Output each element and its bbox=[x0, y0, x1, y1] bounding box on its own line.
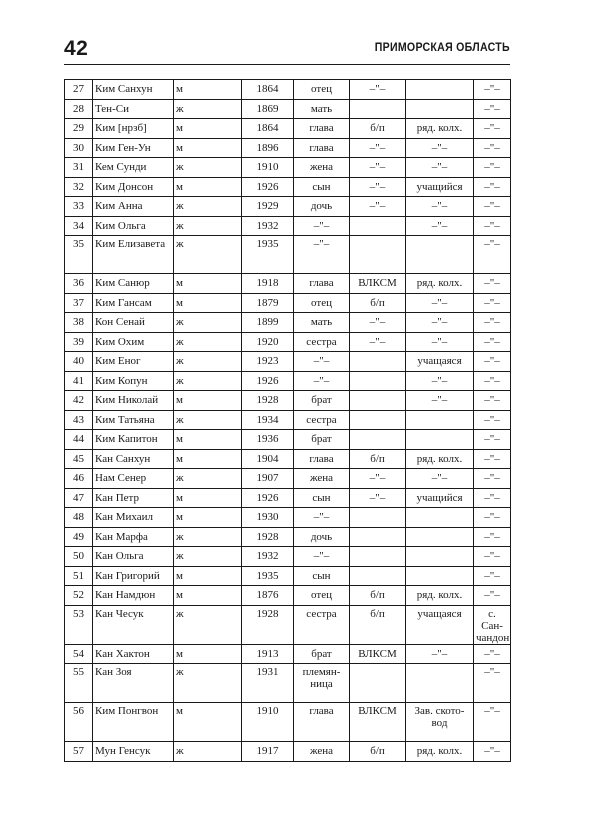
person-name: Кан Намдюн bbox=[93, 586, 174, 606]
party-status bbox=[350, 527, 406, 547]
person-name: Ким Еног bbox=[93, 352, 174, 372]
table-row bbox=[65, 236, 511, 274]
table-row bbox=[65, 352, 511, 372]
table-row bbox=[65, 119, 511, 139]
person-name: Ким [нрзб] bbox=[93, 119, 174, 139]
note-cell: –"– bbox=[474, 274, 511, 294]
occupation bbox=[406, 410, 474, 430]
sex-cell: м bbox=[174, 703, 242, 742]
party-status bbox=[350, 216, 406, 236]
sex-cell: м bbox=[174, 644, 242, 664]
family-relation: глава bbox=[294, 449, 350, 469]
row-number: 36 bbox=[65, 274, 93, 294]
birth-year: 1896 bbox=[242, 138, 294, 158]
birth-year: 1917 bbox=[242, 742, 294, 762]
row-number: 37 bbox=[65, 293, 93, 313]
row-number: 53 bbox=[65, 605, 93, 644]
occupation bbox=[406, 566, 474, 586]
sex-cell: м bbox=[174, 488, 242, 508]
birth-year: 1899 bbox=[242, 313, 294, 333]
note-cell: –"– bbox=[474, 197, 511, 217]
row-number: 52 bbox=[65, 586, 93, 606]
row-number: 51 bbox=[65, 566, 93, 586]
row-number: 29 bbox=[65, 119, 93, 139]
family-relation: отец bbox=[294, 586, 350, 606]
row-number: 47 bbox=[65, 488, 93, 508]
party-status: ВЛКСМ bbox=[350, 703, 406, 742]
sex-cell: м bbox=[174, 586, 242, 606]
row-number: 40 bbox=[65, 352, 93, 372]
party-status: б/п bbox=[350, 449, 406, 469]
occupation: –"– bbox=[406, 371, 474, 391]
row-number: 39 bbox=[65, 332, 93, 352]
note-cell: –"– bbox=[474, 177, 511, 197]
register-table bbox=[64, 79, 511, 762]
sex-cell: ж bbox=[174, 236, 242, 274]
birth-year: 1935 bbox=[242, 566, 294, 586]
row-number: 34 bbox=[65, 216, 93, 236]
party-status: –"– bbox=[350, 332, 406, 352]
person-name: Ким Капитон bbox=[93, 430, 174, 450]
table-row bbox=[65, 586, 511, 606]
sex-cell: ж bbox=[174, 313, 242, 333]
party-status: –"– bbox=[350, 488, 406, 508]
birth-year: 1864 bbox=[242, 119, 294, 139]
person-name: Кон Сенай bbox=[93, 313, 174, 333]
sex-cell: ж bbox=[174, 742, 242, 762]
birth-year: 1934 bbox=[242, 410, 294, 430]
table-row bbox=[65, 644, 511, 664]
table-row bbox=[65, 566, 511, 586]
table-row bbox=[65, 410, 511, 430]
party-status bbox=[350, 410, 406, 430]
note-cell: –"– bbox=[474, 352, 511, 372]
sex-cell: м bbox=[174, 274, 242, 294]
family-relation: отец bbox=[294, 80, 350, 100]
birth-year: 1913 bbox=[242, 644, 294, 664]
table-row bbox=[65, 99, 511, 119]
birth-year: 1935 bbox=[242, 236, 294, 274]
family-relation: жена bbox=[294, 469, 350, 489]
person-name: Тен-Си bbox=[93, 99, 174, 119]
family-relation: сестра bbox=[294, 410, 350, 430]
table-row bbox=[65, 449, 511, 469]
table-row bbox=[65, 197, 511, 217]
running-title: ПРИМОРСКАЯ ОБЛАСТЬ bbox=[374, 42, 510, 54]
occupation: учащийся bbox=[406, 488, 474, 508]
row-number: 41 bbox=[65, 371, 93, 391]
party-status: –"– bbox=[350, 80, 406, 100]
party-status: б/п bbox=[350, 605, 406, 644]
family-relation: мать bbox=[294, 313, 350, 333]
sex-cell: м bbox=[174, 566, 242, 586]
row-number: 38 bbox=[65, 313, 93, 333]
party-status bbox=[350, 547, 406, 567]
row-number: 30 bbox=[65, 138, 93, 158]
row-number: 31 bbox=[65, 158, 93, 178]
person-name: Ким Ольга bbox=[93, 216, 174, 236]
occupation: –"– bbox=[406, 332, 474, 352]
person-name: Ким Елизавета bbox=[93, 236, 174, 274]
person-name: Кан Санхун bbox=[93, 449, 174, 469]
table-row bbox=[65, 293, 511, 313]
note-cell: –"– bbox=[474, 469, 511, 489]
person-name: Кан Зоя bbox=[93, 664, 174, 703]
sex-cell: ж bbox=[174, 352, 242, 372]
party-status bbox=[350, 236, 406, 274]
note-cell: –"– bbox=[474, 158, 511, 178]
birth-year: 1926 bbox=[242, 488, 294, 508]
sex-cell: ж bbox=[174, 99, 242, 119]
occupation: –"– bbox=[406, 644, 474, 664]
sex-cell: ж bbox=[174, 158, 242, 178]
row-number: 32 bbox=[65, 177, 93, 197]
row-number: 57 bbox=[65, 742, 93, 762]
note-cell: –"– bbox=[474, 566, 511, 586]
birth-year: 1931 bbox=[242, 664, 294, 703]
family-relation: глава bbox=[294, 703, 350, 742]
party-status: –"– bbox=[350, 138, 406, 158]
person-name: Ким Гансам bbox=[93, 293, 174, 313]
note-cell: –"– bbox=[474, 236, 511, 274]
note-cell: –"– bbox=[474, 138, 511, 158]
occupation bbox=[406, 508, 474, 528]
party-status bbox=[350, 430, 406, 450]
person-name: Кан Хактон bbox=[93, 644, 174, 664]
birth-year: 1928 bbox=[242, 391, 294, 411]
note-cell: –"– bbox=[474, 80, 511, 100]
sex-cell: ж bbox=[174, 547, 242, 567]
person-name: Ким Понгвон bbox=[93, 703, 174, 742]
person-name: Ким Анна bbox=[93, 197, 174, 217]
row-number: 46 bbox=[65, 469, 93, 489]
family-relation: дочь bbox=[294, 527, 350, 547]
person-name: Кан Ольга bbox=[93, 547, 174, 567]
note-cell: –"– bbox=[474, 488, 511, 508]
family-relation: –"– bbox=[294, 547, 350, 567]
sex-cell: ж bbox=[174, 371, 242, 391]
table-row bbox=[65, 488, 511, 508]
birth-year: 1869 bbox=[242, 99, 294, 119]
table-row bbox=[65, 313, 511, 333]
note-cell: –"– bbox=[474, 371, 511, 391]
party-status: –"– bbox=[350, 313, 406, 333]
birth-year: 1920 bbox=[242, 332, 294, 352]
sex-cell: м bbox=[174, 177, 242, 197]
table-row bbox=[65, 177, 511, 197]
occupation: –"– bbox=[406, 138, 474, 158]
person-name: Кан Григорий bbox=[93, 566, 174, 586]
family-relation: сестра bbox=[294, 605, 350, 644]
sex-cell: ж bbox=[174, 410, 242, 430]
sex-cell: ж bbox=[174, 605, 242, 644]
birth-year: 1930 bbox=[242, 508, 294, 528]
birth-year: 1923 bbox=[242, 352, 294, 372]
person-name: Кан Петр bbox=[93, 488, 174, 508]
occupation: учащийся bbox=[406, 177, 474, 197]
party-status bbox=[350, 391, 406, 411]
table-row bbox=[65, 371, 511, 391]
occupation: ряд. колх. bbox=[406, 119, 474, 139]
family-relation: –"– bbox=[294, 371, 350, 391]
table-row bbox=[65, 391, 511, 411]
table-row bbox=[65, 527, 511, 547]
person-name: Кан Марфа bbox=[93, 527, 174, 547]
birth-year: 1936 bbox=[242, 430, 294, 450]
family-relation: сын bbox=[294, 566, 350, 586]
sex-cell: ж bbox=[174, 216, 242, 236]
person-name: Ким Охим bbox=[93, 332, 174, 352]
family-relation: сестра bbox=[294, 332, 350, 352]
table-row bbox=[65, 274, 511, 294]
occupation bbox=[406, 99, 474, 119]
sex-cell: м bbox=[174, 119, 242, 139]
sex-cell: м bbox=[174, 293, 242, 313]
row-number: 45 bbox=[65, 449, 93, 469]
occupation: –"– bbox=[406, 158, 474, 178]
note-cell: –"– bbox=[474, 703, 511, 742]
table-row bbox=[65, 332, 511, 352]
occupation: –"– bbox=[406, 469, 474, 489]
person-name: Кан Михаил bbox=[93, 508, 174, 528]
party-status: ВЛКСМ bbox=[350, 644, 406, 664]
occupation bbox=[406, 236, 474, 274]
party-status bbox=[350, 664, 406, 703]
party-status bbox=[350, 352, 406, 372]
occupation bbox=[406, 80, 474, 100]
row-number: 55 bbox=[65, 664, 93, 703]
family-relation: –"– bbox=[294, 508, 350, 528]
table-row bbox=[65, 158, 511, 178]
occupation bbox=[406, 664, 474, 703]
note-cell: –"– bbox=[474, 332, 511, 352]
row-number: 35 bbox=[65, 236, 93, 274]
party-status: –"– bbox=[350, 177, 406, 197]
occupation bbox=[406, 527, 474, 547]
note-cell: –"– bbox=[474, 664, 511, 703]
family-relation: глава bbox=[294, 119, 350, 139]
family-relation: дочь bbox=[294, 197, 350, 217]
family-relation: брат bbox=[294, 644, 350, 664]
occupation: ряд. колх. bbox=[406, 449, 474, 469]
family-relation: –"– bbox=[294, 216, 350, 236]
note-cell: –"– bbox=[474, 410, 511, 430]
table-row bbox=[65, 742, 511, 762]
party-status: б/п bbox=[350, 586, 406, 606]
note-cell: –"– bbox=[474, 293, 511, 313]
person-name: Ким Донсон bbox=[93, 177, 174, 197]
birth-year: 1926 bbox=[242, 177, 294, 197]
table-row bbox=[65, 430, 511, 450]
table-row bbox=[65, 605, 511, 644]
family-relation: сын bbox=[294, 488, 350, 508]
page-header bbox=[64, 36, 510, 66]
sex-cell: м bbox=[174, 508, 242, 528]
occupation: Зав. ското-вод bbox=[406, 703, 474, 742]
birth-year: 1910 bbox=[242, 703, 294, 742]
table-row bbox=[65, 703, 511, 742]
note-cell: с. Сан-чандон bbox=[474, 605, 511, 644]
table-row bbox=[65, 138, 511, 158]
header-rule bbox=[64, 64, 510, 65]
sex-cell: ж bbox=[174, 332, 242, 352]
birth-year: 1879 bbox=[242, 293, 294, 313]
family-relation: сын bbox=[294, 177, 350, 197]
person-name: Кем Сунди bbox=[93, 158, 174, 178]
birth-year: 1926 bbox=[242, 371, 294, 391]
party-status: –"– bbox=[350, 197, 406, 217]
person-name: Нам Сенер bbox=[93, 469, 174, 489]
person-name: Ким Ген-Ун bbox=[93, 138, 174, 158]
note-cell: –"– bbox=[474, 644, 511, 664]
birth-year: 1910 bbox=[242, 158, 294, 178]
birth-year: 1918 bbox=[242, 274, 294, 294]
party-status bbox=[350, 371, 406, 391]
family-relation: жена bbox=[294, 742, 350, 762]
family-relation: племян-ница bbox=[294, 664, 350, 703]
row-number: 54 bbox=[65, 644, 93, 664]
note-cell: –"– bbox=[474, 313, 511, 333]
row-number: 56 bbox=[65, 703, 93, 742]
table-row bbox=[65, 469, 511, 489]
table-row bbox=[65, 547, 511, 567]
note-cell: –"– bbox=[474, 99, 511, 119]
occupation: –"– bbox=[406, 197, 474, 217]
occupation: ряд. колх. bbox=[406, 274, 474, 294]
party-status: б/п bbox=[350, 119, 406, 139]
family-relation: –"– bbox=[294, 352, 350, 372]
birth-year: 1907 bbox=[242, 469, 294, 489]
sex-cell: ж bbox=[174, 197, 242, 217]
birth-year: 1929 bbox=[242, 197, 294, 217]
table-row bbox=[65, 216, 511, 236]
occupation: ряд. колх. bbox=[406, 586, 474, 606]
sex-cell: м bbox=[174, 391, 242, 411]
person-name: Ким Николай bbox=[93, 391, 174, 411]
birth-year: 1904 bbox=[242, 449, 294, 469]
row-number: 43 bbox=[65, 410, 93, 430]
row-number: 44 bbox=[65, 430, 93, 450]
row-number: 49 bbox=[65, 527, 93, 547]
table-row bbox=[65, 80, 511, 100]
occupation: –"– bbox=[406, 391, 474, 411]
family-relation: отец bbox=[294, 293, 350, 313]
occupation: –"– bbox=[406, 313, 474, 333]
family-relation: брат bbox=[294, 391, 350, 411]
occupation: ряд. колх. bbox=[406, 742, 474, 762]
person-name: Ким Копун bbox=[93, 371, 174, 391]
row-number: 42 bbox=[65, 391, 93, 411]
party-status bbox=[350, 99, 406, 119]
sex-cell: ж bbox=[174, 664, 242, 703]
row-number: 48 bbox=[65, 508, 93, 528]
sex-cell: ж bbox=[174, 469, 242, 489]
note-cell: –"– bbox=[474, 216, 511, 236]
party-status: ВЛКСМ bbox=[350, 274, 406, 294]
sex-cell: м bbox=[174, 138, 242, 158]
birth-year: 1928 bbox=[242, 527, 294, 547]
party-status: б/п bbox=[350, 742, 406, 762]
person-name: Ким Санхун bbox=[93, 80, 174, 100]
family-relation: глава bbox=[294, 138, 350, 158]
party-status bbox=[350, 508, 406, 528]
occupation: учащаяся bbox=[406, 605, 474, 644]
note-cell: –"– bbox=[474, 527, 511, 547]
family-relation: –"– bbox=[294, 236, 350, 274]
note-cell: –"– bbox=[474, 119, 511, 139]
person-name: Ким Санюр bbox=[93, 274, 174, 294]
occupation bbox=[406, 430, 474, 450]
note-cell: –"– bbox=[474, 586, 511, 606]
party-status: –"– bbox=[350, 469, 406, 489]
sex-cell: м bbox=[174, 80, 242, 100]
note-cell: –"– bbox=[474, 449, 511, 469]
note-cell: –"– bbox=[474, 391, 511, 411]
family-relation: мать bbox=[294, 99, 350, 119]
page-number: 42 bbox=[64, 37, 89, 60]
occupation: учащаяся bbox=[406, 352, 474, 372]
party-status: –"– bbox=[350, 158, 406, 178]
register-body bbox=[65, 80, 511, 762]
table-row bbox=[65, 664, 511, 703]
sex-cell: м bbox=[174, 449, 242, 469]
sex-cell: ж bbox=[174, 527, 242, 547]
birth-year: 1932 bbox=[242, 547, 294, 567]
birth-year: 1864 bbox=[242, 80, 294, 100]
sex-cell: м bbox=[174, 430, 242, 450]
family-relation: жена bbox=[294, 158, 350, 178]
note-cell: –"– bbox=[474, 742, 511, 762]
table-row bbox=[65, 508, 511, 528]
person-name: Мун Генсук bbox=[93, 742, 174, 762]
occupation: –"– bbox=[406, 216, 474, 236]
birth-year: 1876 bbox=[242, 586, 294, 606]
occupation bbox=[406, 547, 474, 567]
person-name: Ким Татьяна bbox=[93, 410, 174, 430]
row-number: 27 bbox=[65, 80, 93, 100]
person-name: Кан Чесук bbox=[93, 605, 174, 644]
row-number: 28 bbox=[65, 99, 93, 119]
party-status bbox=[350, 566, 406, 586]
note-cell: –"– bbox=[474, 508, 511, 528]
birth-year: 1932 bbox=[242, 216, 294, 236]
note-cell: –"– bbox=[474, 547, 511, 567]
family-relation: глава bbox=[294, 274, 350, 294]
note-cell: –"– bbox=[474, 430, 511, 450]
party-status: б/п bbox=[350, 293, 406, 313]
row-number: 33 bbox=[65, 197, 93, 217]
family-relation: брат bbox=[294, 430, 350, 450]
occupation: –"– bbox=[406, 293, 474, 313]
birth-year: 1928 bbox=[242, 605, 294, 644]
row-number: 50 bbox=[65, 547, 93, 567]
